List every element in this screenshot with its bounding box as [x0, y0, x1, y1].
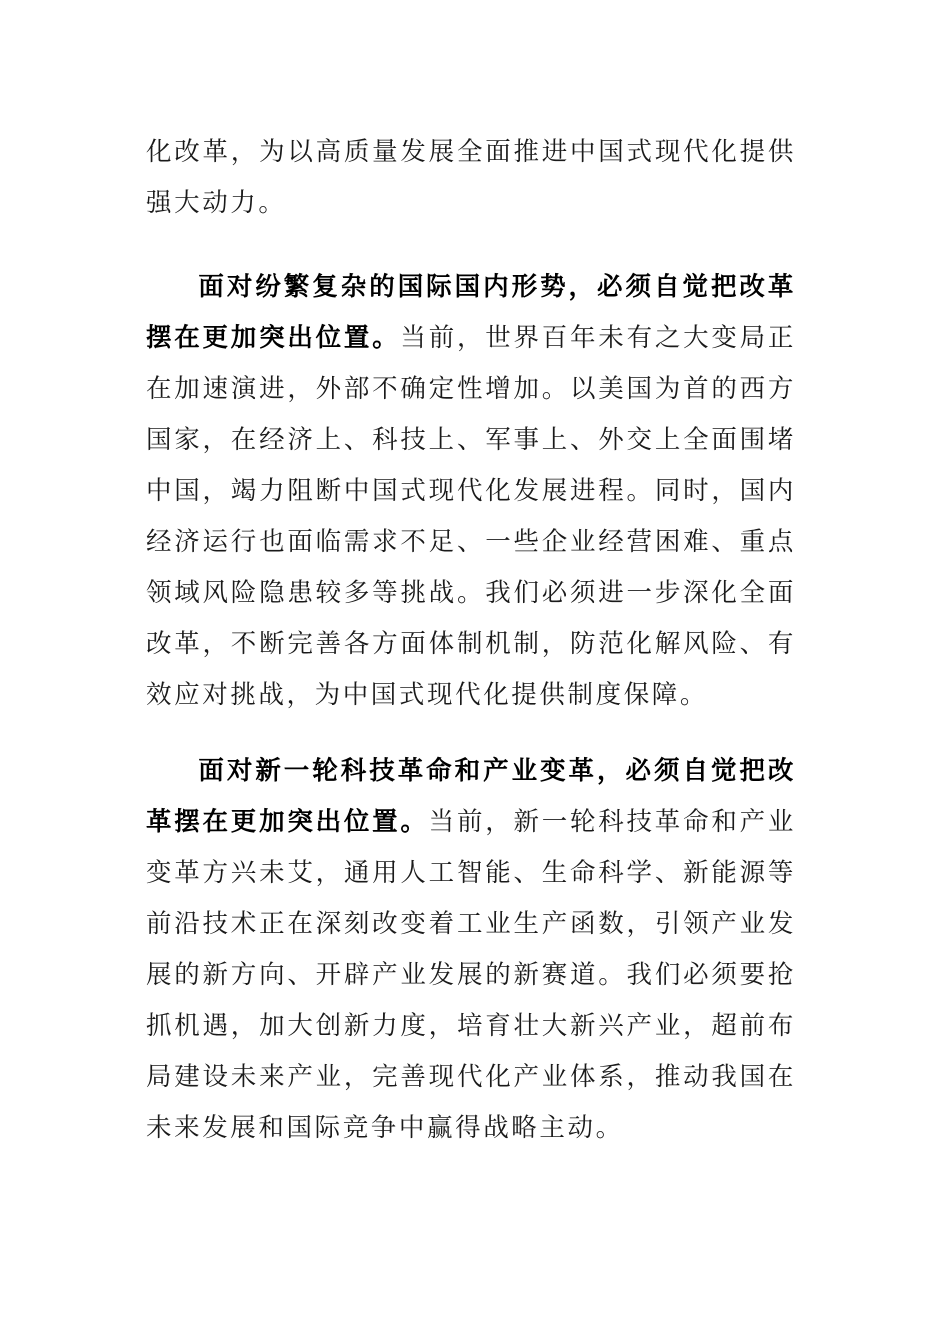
paragraph-body: 当前，世界百年未有之大变局正在加速演进，外部不确定性增加。以美国为首的西方国家，在经济上、科技上、军事上、外交上全面围堵中国，竭力阻断中国式现代化发展进程。同时，国内经济运行也面临需求不足、一些企业经营困难、重点领域风险隐患较多等挑战。我们必须进一步深化全面改革，不断完善各方面体制机制，防范化解风险、有效应对挑战，为中国式现代化提供制度保障。 [146, 323, 797, 710]
paragraph-international-situation [146, 262, 796, 721]
paragraph-lead-heading: 面对新一轮科技革命和产业变革，必须自觉把改革摆在更加突出位置。 [146, 756, 796, 837]
paragraph-lead-heading: 面对纷繁复杂的国际国内形势，必须自觉把改革摆在更加突出位置。 [146, 272, 796, 353]
paragraph-continuation [146, 127, 796, 229]
paragraph-body: 当前，新一轮科技革命和产业变革方兴未艾，通用人工智能、生命科学、新能源等前沿技术正在深刻改变着工业生产函数，引领产业发展的新方向、开辟产业发展的新赛道。我们必须要抢抓机遇，加大创新力度，培育壮大新兴产业，超前布局建设未来产业，完善现代化产业体系，推动我国在未来发展和国际竞争中赢得战略主动。 [146, 807, 796, 1143]
paragraph-body: 化改革，为以高质量发展全面推进中国式现代化提供强大动力。 [146, 137, 796, 218]
paragraph-tech-revolution [146, 746, 796, 1154]
